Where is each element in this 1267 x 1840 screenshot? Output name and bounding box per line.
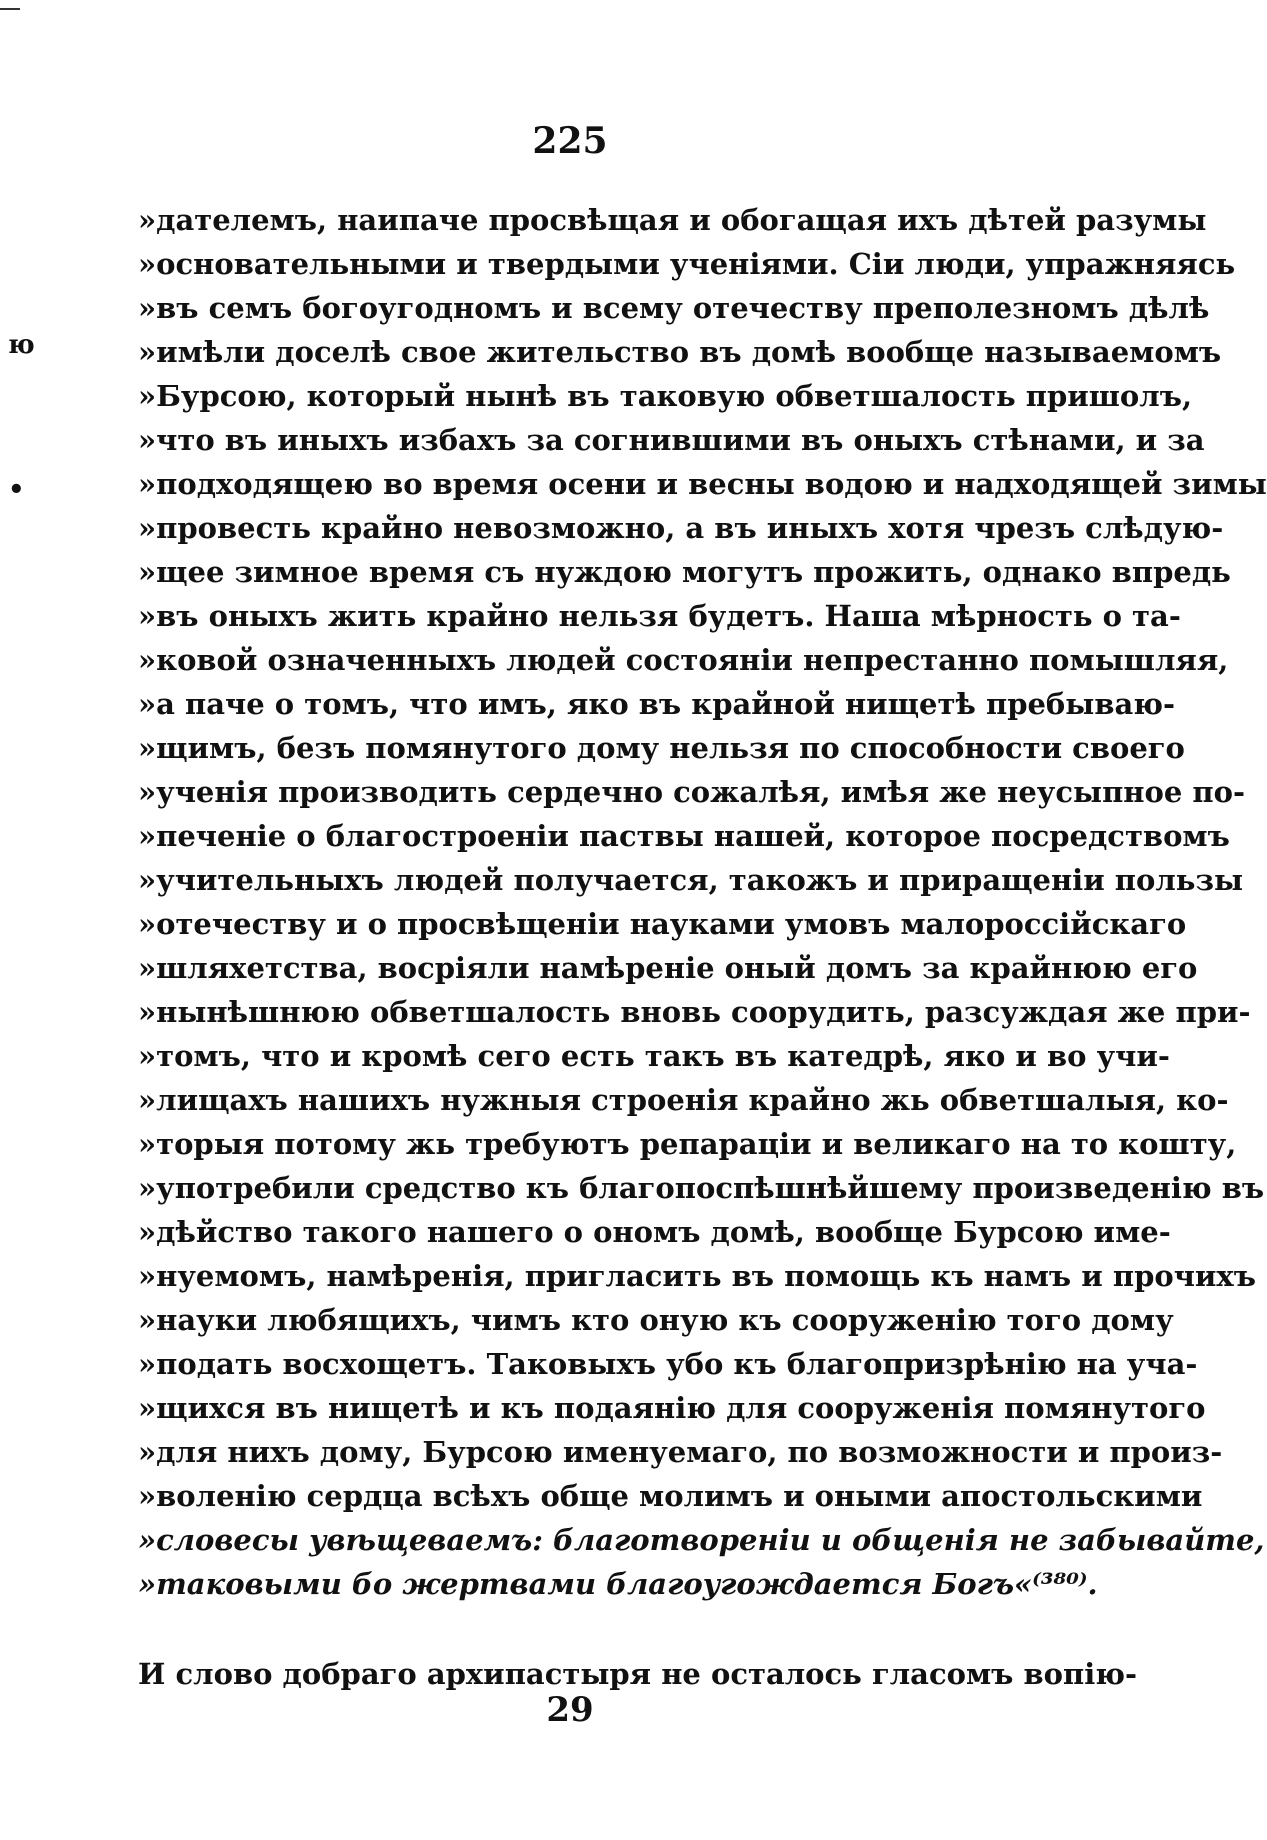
text-line: »шляхетства, восріяли намѣреніе оный домъ за крайнюю его — [138, 951, 1198, 985]
text-line: »подходящею во время осени и весны водою и надходящей зимы — [138, 467, 1267, 501]
text-line: »щее зимное время съ нуждою могутъ прожить, однако впредь — [138, 555, 1231, 589]
text-line: »дѣйство такого нашего о ономъ домѣ, вообще Бурсою име- — [138, 1215, 1171, 1249]
text-line: »въ оныхъ жить крайно нельзя будетъ. Наша мѣрность о та- — [138, 599, 1181, 633]
text-line: »ковой означенныхъ людей состояніи непрестанно помышляя, — [138, 643, 1229, 677]
text-line: »торыя потому жь требуютъ репараціи и великаго на то кошту, — [138, 1127, 1237, 1161]
text-line-italic: »таковыми бо жертвами благоугождается Богъ«⁽³⁸⁰⁾. — [138, 1567, 1098, 1601]
text-line: »воленію сердца всѣхъ обще молимъ и оными апостольскими — [138, 1479, 1203, 1513]
text-line: »употребили средство къ благопоспѣшнѣйшему произведенію въ — [138, 1171, 1265, 1205]
text-line: »для нихъ дому, Бурсою именуемаго, по возможности и произ- — [138, 1435, 1223, 1469]
text-line: »томъ, что и кромѣ сего есть такъ въ катедрѣ, яко и во учи- — [138, 1039, 1170, 1073]
text-line: »провесть крайно невозможно, а въ иныхъ хотя чрезъ слѣдую- — [138, 511, 1224, 545]
margin-mark: • — [8, 475, 25, 505]
top-edge-mark — [0, 8, 20, 10]
text-line: »а паче о томъ, что имъ, яко въ крайной нищетѣ пребываю- — [138, 687, 1176, 721]
text-line: »дателемъ, наипаче просвѣщая и обогащая ихъ дѣтей разумы — [138, 203, 1207, 237]
text-line: »печеніе о благостроеніи паствы нашей, которое посредствомъ — [138, 819, 1230, 853]
margin-mark: ю — [8, 330, 35, 360]
text-line: »Бурсою, который нынѣ въ таковую обветшалость пришолъ, — [138, 379, 1193, 413]
body-text — [138, 198, 1267, 1696]
text-line: »науки любящихъ, чимъ кто оную къ сооруженію того дому — [138, 1303, 1174, 1337]
text-line: »въ семъ богоугодномъ и всему отечеству преполезномъ дѣлѣ — [138, 291, 1210, 325]
page-number: 225 — [532, 120, 608, 162]
text-line-italic: »словесы увѣщеваемъ: благотвореніи и общенія не забывайте, — [138, 1523, 1265, 1557]
text-line: »нынѣшнюю обветшалость вновь соорудить, разсуждая же при- — [138, 995, 1251, 1029]
text-line: »подать восхощетъ. Таковыхъ убо къ благопризрѣнію на уча- — [138, 1347, 1198, 1381]
text-line: И слово добраго архипастыря не осталось гласомъ вопію- — [138, 1657, 1138, 1691]
signature-mark: 29 — [546, 1690, 594, 1730]
text-line: »нуемомъ, намѣренія, пригласить въ помощь къ намъ и прочихъ — [138, 1259, 1256, 1293]
text-line: »лищахъ нашихъ нужныя строенія крайно жь обветшалыя, ко- — [138, 1083, 1229, 1117]
text-line: »ученія производить сердечно сожалѣя, имѣя же неусыпное по- — [138, 775, 1246, 809]
text-line: »основательными и твердыми ученіями. Сіи люди, упражняясь — [138, 247, 1236, 281]
text-line: »учительныхъ людей получается, такожъ и приращеніи пользы — [138, 863, 1244, 897]
text-line: »отечеству и о просвѣщеніи науками умовъ малороссійскаго — [138, 907, 1187, 941]
text-line: »щихся въ нищетѣ и къ подаянію для сооруженія помянутого — [138, 1391, 1206, 1425]
text-line: »что въ иныхъ избахъ за согнившими въ оныхъ стѣнами, и за — [138, 423, 1205, 457]
text-line: »щимъ, безъ помянутого дому нельзя по способности своего — [138, 731, 1185, 765]
text-line: »имѣли доселѣ свое жительство въ домѣ вообще называемомъ — [138, 335, 1222, 369]
